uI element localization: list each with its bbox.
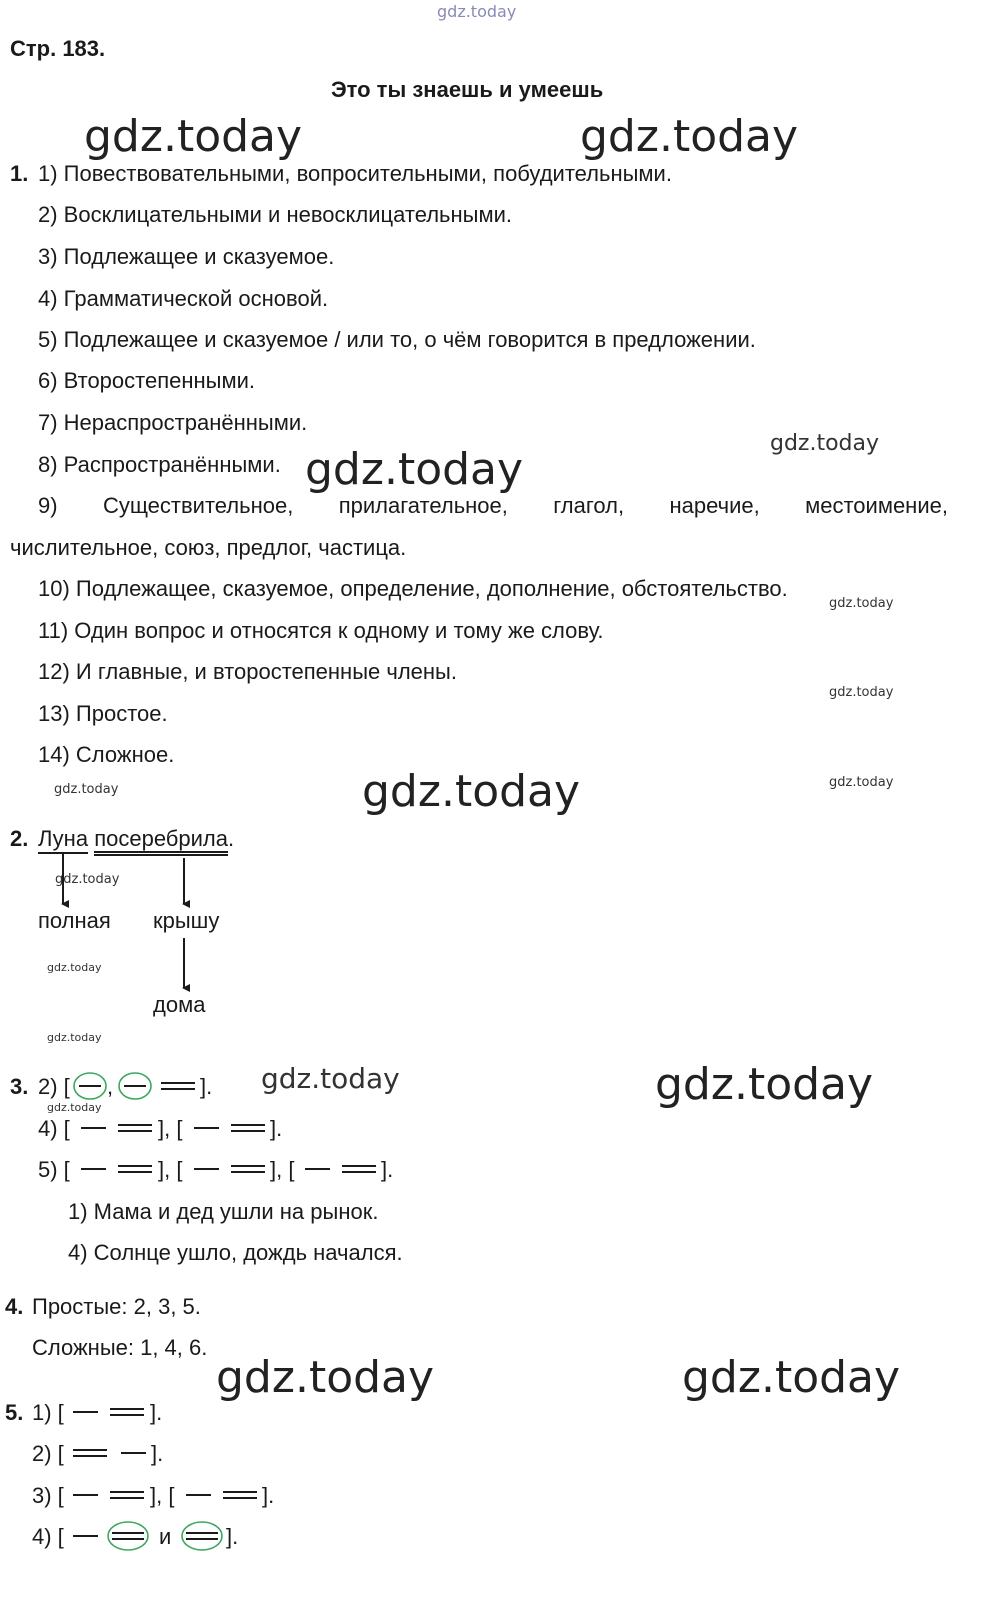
watermark: gdz.today (655, 1059, 874, 1110)
item9-word: прилагательное, (338, 493, 508, 518)
watermark-top: gdz.today (437, 2, 517, 21)
circled-predicate (108, 1522, 148, 1550)
scheme-suffix: ]. (200, 1074, 213, 1099)
task1-item: 3) Подлежащее и сказуемое. (38, 244, 335, 269)
task4-number: 4. (5, 1294, 24, 1319)
task2-number: 2. (10, 826, 29, 851)
task1-item-9-continued: числительное, союз, предлог, частица. (10, 535, 407, 560)
scheme-comma: , (107, 1074, 114, 1099)
scheme-end: ]. (151, 1441, 164, 1466)
item9-word: глагол, (553, 493, 625, 518)
watermark: gdz.today (47, 1031, 102, 1044)
watermark: gdz.today (829, 775, 894, 790)
task4-simple: Простые: 2, 3, 5. (32, 1294, 201, 1319)
task1-item: 11) Один вопрос и относятся к одному и тому же слову. (38, 618, 604, 643)
task5-number: 5. (5, 1400, 24, 1425)
watermark: gdz.today (580, 111, 799, 162)
page-reference: Стр. 183. (10, 36, 106, 61)
task1-item: 14) Сложное. (38, 742, 175, 767)
dependent-word-doma: дома (153, 992, 206, 1017)
subject-word: Луна (38, 826, 88, 854)
task1-item: 7) Нераспространёнными. (38, 410, 308, 435)
task1-item: 5) Подлежащее и сказуемое / или то, о чём говорится в предложении. (38, 327, 756, 352)
scheme-5-2 (73, 1450, 146, 1456)
watermark: gdz.today (682, 1352, 901, 1403)
dependent-word-kryshu: крышу (153, 908, 220, 933)
scheme-end: ]. (150, 1400, 163, 1425)
scheme-end: ]. (226, 1524, 239, 1549)
watermark: gdz.today (47, 961, 102, 974)
dependent-word-polnaya: полная (38, 908, 111, 933)
predicate-word: посеребрила (94, 826, 228, 856)
task3-number: 3. (10, 1074, 29, 1099)
task1-item: 12) И главные, и второстепенные члены. (38, 659, 457, 684)
item9-word: 9) (38, 493, 58, 518)
watermark: gdz.today (829, 596, 894, 611)
item9-word: Существительное, (102, 493, 294, 518)
scheme-end: ]. (262, 1483, 275, 1508)
watermark: gdz.today (305, 444, 524, 495)
task3-example: 1) Мама и дед ушли на рынок. (68, 1199, 379, 1224)
section-title: Это ты знаешь и умеешь (331, 77, 604, 102)
task1-item: 1) Повествовательными, вопросительными, побудительными. (38, 161, 672, 186)
scheme-sep: ], [ (158, 1157, 183, 1182)
scheme-prefix: 4) [ (38, 1116, 70, 1141)
circled-predicate (182, 1522, 222, 1550)
watermark: gdz.today (84, 111, 303, 162)
task1-item: 13) Простое. (38, 701, 168, 726)
task5-prefix: 3) [ (32, 1483, 64, 1508)
watermark: gdz.today (54, 782, 119, 797)
watermark: gdz.today (261, 1062, 400, 1095)
watermark: gdz.today (47, 1101, 102, 1114)
conjunction: и (159, 1524, 172, 1549)
scheme-5-4 (73, 1522, 222, 1550)
task1-item: 6) Второстепенными. (38, 368, 256, 393)
task5-prefix: 1) [ (32, 1400, 64, 1425)
watermark: gdz.today (770, 431, 880, 456)
task5-prefix: 2) [ (32, 1441, 64, 1466)
watermark: gdz.today (829, 685, 894, 700)
scheme-prefix: 2) [ (38, 1074, 70, 1099)
item9-word: местоимение, (805, 493, 948, 518)
scheme-line-5 (81, 1166, 376, 1172)
task1-number: 1. (10, 161, 29, 186)
scheme-sep: ], [ (150, 1483, 175, 1508)
task4-complex: Сложные: 1, 4, 6. (32, 1335, 208, 1360)
watermark: gdz.today (216, 1352, 435, 1403)
scheme-sep: ], [ (158, 1116, 183, 1141)
task1-item: 4) Грамматической основой. (38, 286, 329, 311)
watermark: gdz.today (55, 872, 120, 887)
scheme-end: ]. (381, 1157, 394, 1182)
task5-prefix: 4) [ (32, 1524, 64, 1549)
task1-item: 2) Восклицательными и невосклицательными. (38, 202, 512, 227)
task1-item: 8) Распространёнными. (38, 452, 281, 477)
scheme-5-1 (73, 1409, 144, 1415)
scheme-prefix: 5) [ (38, 1157, 70, 1182)
scheme-end: ]. (270, 1116, 283, 1141)
sentence-end: . (228, 826, 235, 851)
task1-item: 10) Подлежащее, сказуемое, определение, дополнение, обстоятельство. (38, 576, 788, 601)
item9-word: наречие, (669, 493, 760, 518)
scheme-sep: ], [ (270, 1157, 295, 1182)
task3-example: 4) Солнце ушло, дождь начался. (68, 1240, 403, 1265)
watermark: gdz.today (362, 766, 581, 817)
